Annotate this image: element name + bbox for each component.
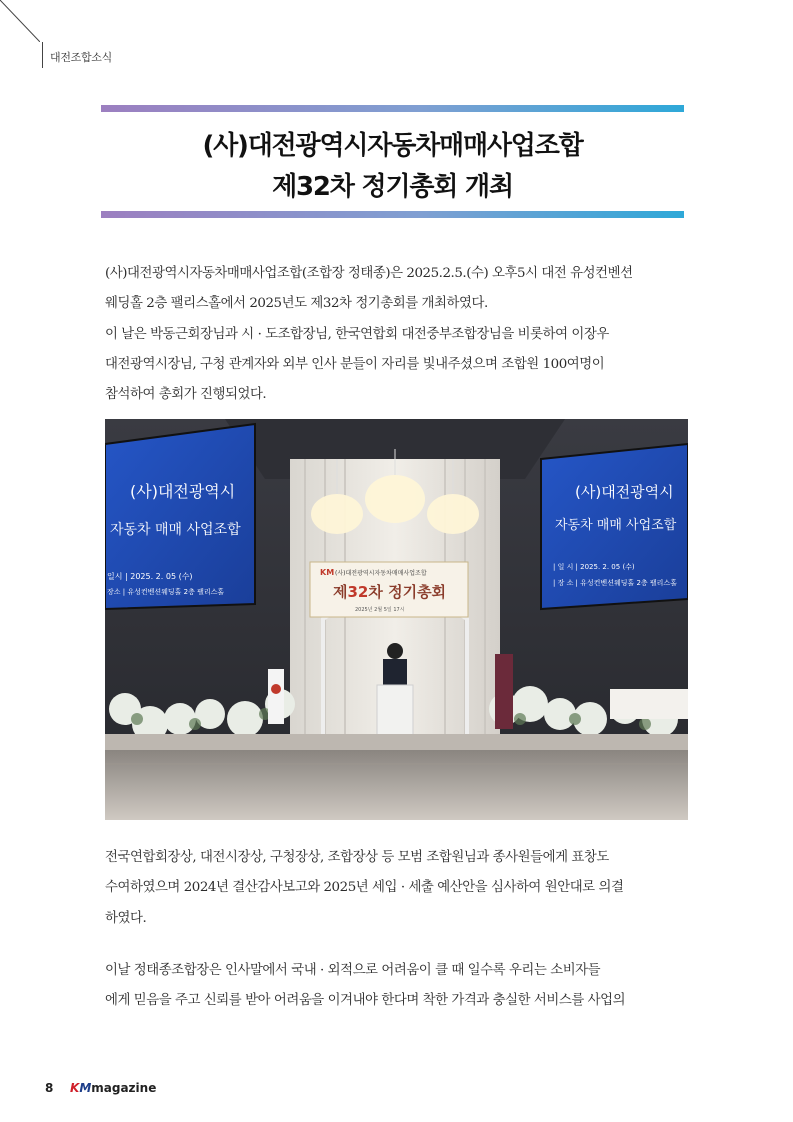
body-paragraph-3 bbox=[105, 956, 689, 1017]
text-line: 하였다. bbox=[105, 910, 147, 926]
title-line: 제32차 정기총회 개최 bbox=[272, 172, 513, 202]
title-rule-bottom bbox=[101, 211, 684, 218]
text-line: 이날 정태종조합장은 인사말에서 국내 · 외적으로 어려움이 클 때 일수록 우리는 소비자들 bbox=[105, 963, 601, 978]
text-line: 수여하였으며 2024년 결산감사보고와 2025년 세입 · 세출 예산안을 심사하여 원안대로 의결 bbox=[105, 880, 624, 896]
text-line: 참석하여 총회가 진행되었다. bbox=[105, 387, 267, 403]
body-paragraph-2 bbox=[105, 843, 689, 934]
left-screen-line1: (사)대전광역시 bbox=[130, 482, 236, 501]
title-rule-top bbox=[101, 105, 684, 112]
title-line: (사)대전광역시자동차매매사업조합 bbox=[202, 131, 583, 161]
right-screen-place: | 장 소 | 유성컨벤션웨딩홀 2층 팰리스홀 bbox=[553, 579, 677, 587]
corner-divider bbox=[42, 42, 43, 68]
banner-org: (사)대전광역시자동차매매사업조합 bbox=[335, 570, 427, 577]
banner-logo: KM bbox=[320, 568, 335, 577]
text-line: 이 날은 박동근회장님과 시 · 도조합장님, 한국연합회 대전중부조합장님을 비롯하여 이장우 bbox=[105, 326, 609, 342]
right-screen-line2: 자동차 매매 사업조합 bbox=[555, 518, 677, 533]
text-line: 웨딩홀 2층 팰리스홀에서 2025년도 제32차 정기총회를 개최하였다. bbox=[105, 296, 488, 312]
left-screen-line2: 자동차 매매 사업조합 bbox=[110, 522, 241, 538]
body-paragraph-1 bbox=[105, 259, 689, 410]
text-line: 대전광역시장님, 구청 관계자와 외부 인사 분들이 자리를 빛내주셨으며 조합원 100여명이 bbox=[105, 356, 605, 372]
magazine-logo: KMmagazine bbox=[70, 1081, 157, 1095]
article-title bbox=[101, 126, 684, 208]
event-photo bbox=[105, 419, 688, 820]
banner-date: 2025년 2월 5일 17시 bbox=[355, 607, 405, 613]
right-screen-date: | 일 시 | 2025. 2. 05 (수) bbox=[553, 563, 635, 571]
left-screen-place: 장소 | 유성컨벤션웨딩홀 2층 팰리스홀 bbox=[107, 588, 225, 596]
banner-title: 제32차 정기총회 bbox=[333, 583, 447, 601]
left-screen-date: 일시 | 2025. 2. 05 (수) bbox=[107, 572, 193, 581]
corner-ornament bbox=[0, 0, 40, 42]
page-number: 8 bbox=[45, 1081, 54, 1095]
text-line: (사)대전광역시자동차매매사업조합(조합장 정태종)은 2025.2.5.(수) 오후5시 대전 유성컨벤션 bbox=[105, 266, 633, 281]
text-line: 에게 믿음을 주고 신뢰를 받아 어려움을 이겨내야 한다며 착한 가격과 충실한 서비스를 사업의 bbox=[105, 993, 626, 1009]
section-label: 대전조합소식 bbox=[50, 51, 112, 64]
text-line: 전국연합회장상, 대전시장상, 구청장상, 조합장상 등 모범 조합원님과 종사원들에게 표창도 bbox=[105, 850, 609, 865]
right-screen-line1: (사)대전광역시 bbox=[575, 483, 674, 501]
